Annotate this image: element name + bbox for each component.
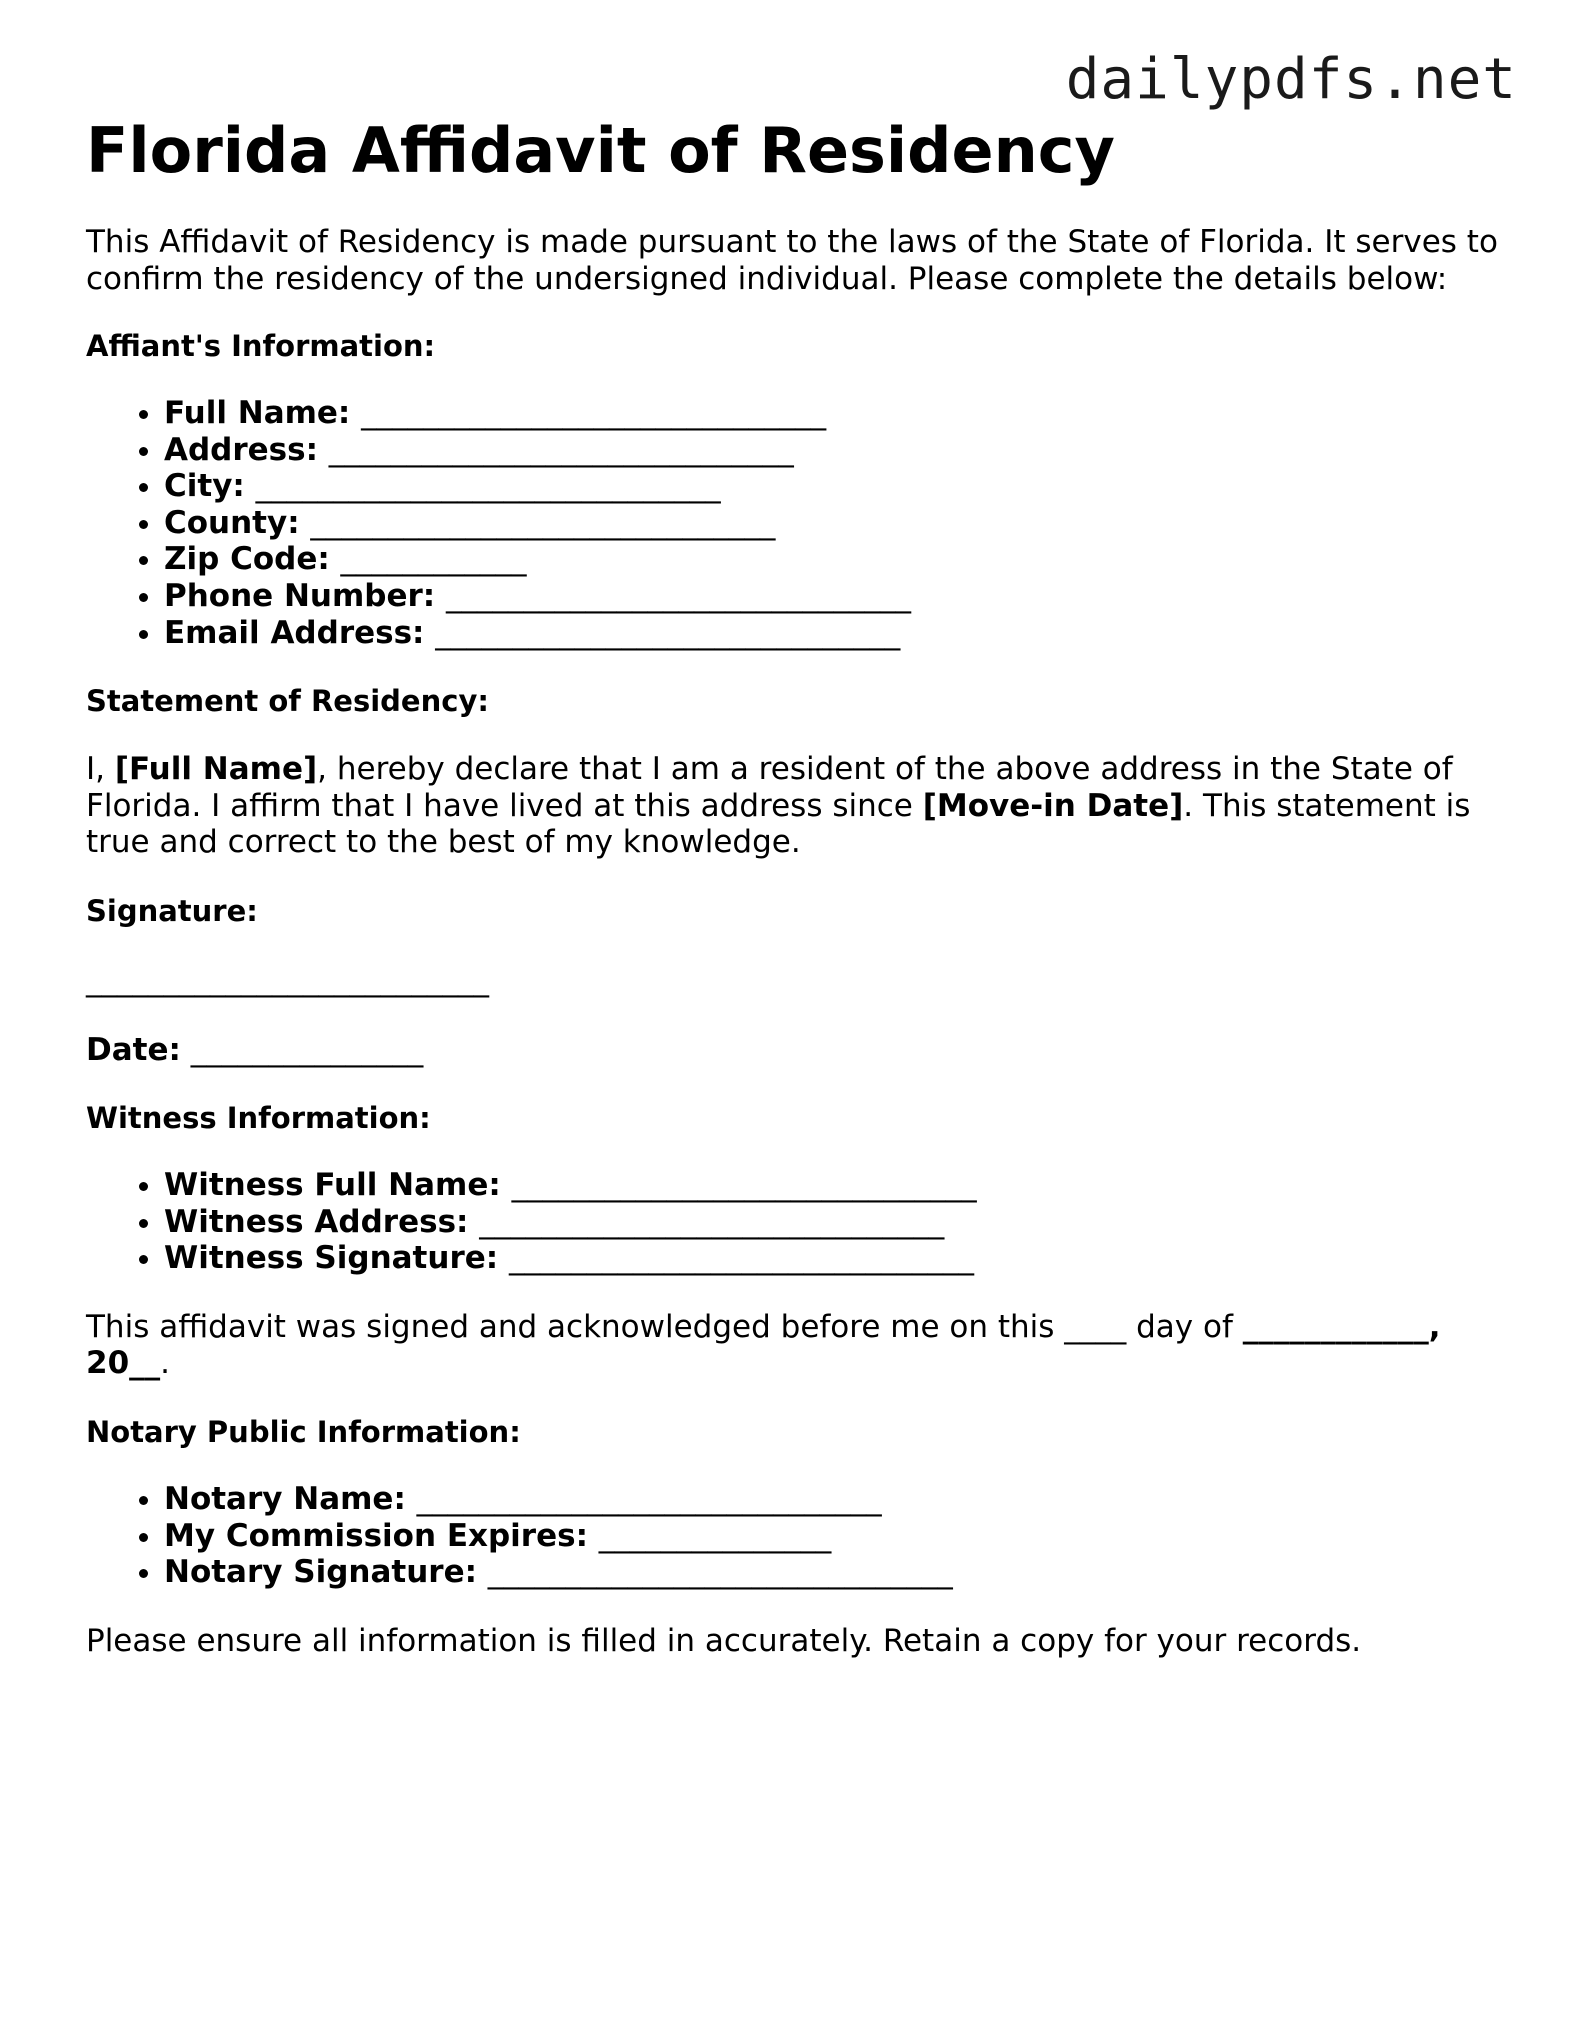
- field-blank[interactable]: ______________________________: [508, 1240, 974, 1277]
- field-blank[interactable]: ______________________________: [446, 577, 911, 614]
- field-blank[interactable]: ______________________________: [479, 1203, 945, 1240]
- notary-name-field[interactable]: [164, 1481, 1506, 1518]
- witness-signature-field[interactable]: [164, 1240, 1506, 1277]
- full-name-placeholder: [Full Name]: [114, 751, 318, 788]
- statement-text-3: . This statement is true and correct to the best of my knowledge.: [86, 787, 1471, 861]
- field-blank[interactable]: ____________: [340, 541, 527, 578]
- affiant-email-field[interactable]: [164, 615, 1506, 652]
- affiant-city-field[interactable]: [164, 468, 1506, 505]
- field-label: Witness Signature:: [164, 1240, 499, 1277]
- closing-paragraph: Please ensure all information is filled in accurately. Retain a copy for your records.: [86, 1622, 1362, 1659]
- acknowledgment-period: .: [160, 1345, 170, 1382]
- field-blank[interactable]: ______________________________: [310, 504, 776, 541]
- witness-fields-list: [86, 1167, 1506, 1277]
- affiant-fields-list: [86, 395, 1506, 651]
- notary-signature-field[interactable]: [164, 1554, 1506, 1591]
- field-label: My Commission Expires:: [164, 1517, 588, 1554]
- field-label: City:: [164, 468, 245, 505]
- month-blank[interactable]: ____________: [1242, 1308, 1429, 1345]
- move-in-date-placeholder: [Move-in Date]: [922, 787, 1184, 824]
- signature-line[interactable]: __________________________: [86, 961, 489, 998]
- acknowledgment-text: This affidavit was signed and acknowledged before me on this ____ day of: [86, 1308, 1243, 1345]
- affiant-heading: Affiant's Information:: [86, 329, 436, 363]
- signature-heading: Signature:: [86, 893, 258, 928]
- document-page: [86, 108, 1506, 1659]
- field-label: Zip Code:: [164, 541, 330, 578]
- watermark: dailypdfs.net: [1065, 47, 1517, 112]
- field-blank[interactable]: ______________________________: [328, 431, 794, 468]
- field-label: Email Address:: [164, 614, 425, 651]
- field-blank[interactable]: ______________________________: [511, 1167, 977, 1204]
- witness-heading: Witness Information:: [86, 1101, 431, 1136]
- field-blank[interactable]: ______________________________: [361, 395, 827, 431]
- field-blank[interactable]: _______________: [598, 1517, 832, 1554]
- statement-paragraph: [86, 751, 1506, 861]
- witness-full-name-field[interactable]: [164, 1167, 1506, 1204]
- field-label: County:: [164, 504, 300, 541]
- notary-fields-list: [86, 1481, 1506, 1591]
- statement-text-1: I,: [86, 751, 115, 788]
- statement-text-2: , hereby declare that I am a resident of the above address in the State of Florida. I affirm that I have lived at this address since: [86, 751, 1453, 824]
- acknowledgment-paragraph: [86, 1309, 1506, 1382]
- affiant-zip-code-field[interactable]: [164, 541, 1506, 578]
- affiant-phone-field[interactable]: [164, 578, 1506, 615]
- statement-heading: Statement of Residency:: [86, 684, 489, 719]
- date-field[interactable]: [86, 1032, 1506, 1069]
- notary-heading: Notary Public Information:: [86, 1414, 521, 1449]
- acknowledgment-comma: ,: [1428, 1308, 1441, 1345]
- field-blank[interactable]: ______________________________: [435, 614, 901, 651]
- affiant-full-name-field[interactable]: [164, 395, 1506, 432]
- affiant-address-field[interactable]: [164, 432, 1506, 469]
- field-blank[interactable]: ______________________________: [416, 1480, 882, 1517]
- field-label: Witness Address:: [164, 1203, 469, 1240]
- field-label: Address:: [164, 431, 318, 468]
- date-blank[interactable]: _______________: [190, 1031, 424, 1068]
- field-blank[interactable]: ______________________________: [487, 1554, 953, 1591]
- document-title: Florida Affidavit of Residency: [86, 114, 1115, 187]
- date-label: Date:: [86, 1031, 181, 1068]
- notary-commission-expires-field[interactable]: [164, 1518, 1506, 1555]
- year-blank[interactable]: 20__: [86, 1345, 161, 1382]
- field-label: Notary Name:: [164, 1480, 406, 1517]
- field-label: Full Name:: [164, 395, 351, 431]
- field-label: Phone Number:: [164, 577, 436, 614]
- field-label: Notary Signature:: [164, 1554, 477, 1591]
- witness-address-field[interactable]: [164, 1204, 1506, 1241]
- field-blank[interactable]: ______________________________: [255, 468, 721, 505]
- intro-paragraph: This Affidavit of Residency is made pursuant to the laws of the State of Florida. It serves to confirm the residency of the undersigned individual. Please complete the details below:: [86, 224, 1498, 297]
- affiant-county-field[interactable]: [164, 505, 1506, 542]
- field-label: Witness Full Name:: [164, 1167, 501, 1204]
